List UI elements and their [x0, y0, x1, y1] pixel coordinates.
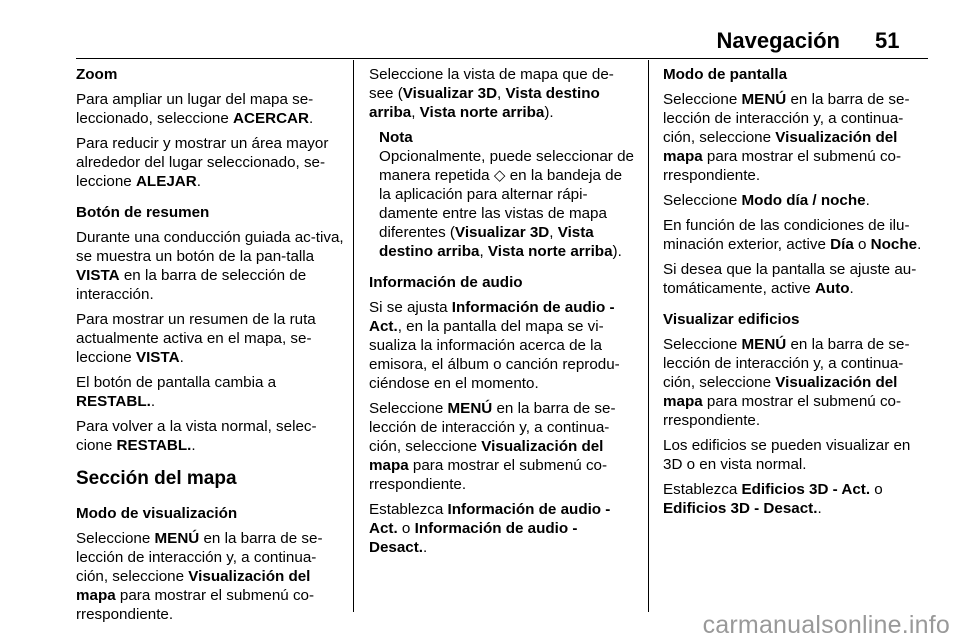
term: VISTA — [135, 349, 180, 366]
term: VISTA — [76, 267, 120, 284]
text: en la barra de se-lección de interacción y, a continua-ción, seleccione — [663, 91, 910, 146]
text: Para volver a la vista normal, selec-cione — [76, 418, 317, 454]
term: MENÚ — [741, 91, 787, 108]
edificios-heading: Visualizar edificios — [663, 311, 800, 328]
edificios-paragraph-2: Los edificios se pueden visualizar en 3D o en vista normal. — [663, 437, 911, 473]
term: Visualización del mapa — [663, 374, 898, 410]
text: ). — [544, 104, 554, 121]
modo-visualizacion-heading: Modo de visualización — [76, 505, 238, 522]
term: Edificios 3D - Act. — [741, 481, 871, 498]
text: . — [817, 500, 822, 517]
pantalla-paragraph-1 — [663, 90, 928, 185]
column-divider-1 — [353, 60, 354, 612]
term: Noche — [870, 236, 918, 253]
column-2 — [369, 65, 634, 563]
note-heading: Nota — [379, 129, 413, 146]
term: Visualización del mapa — [663, 129, 898, 165]
text: , en la pantalla del mapa se vi-sualiza la información acerca de la emisora, el álbum o canción reprodu-ciéndose en el momento. — [369, 318, 620, 392]
text: Seleccione — [663, 336, 742, 353]
pantalla-paragraph-2 — [663, 191, 928, 210]
modo-visualizacion-paragraph — [76, 529, 344, 624]
audio-paragraph-1 — [369, 298, 634, 393]
map-view-toggle-icon: ◇ — [493, 167, 506, 184]
resumen-paragraph-2 — [76, 310, 344, 367]
term: MENÚ — [741, 336, 787, 353]
text: en la barra de se-lección de interacción y, a continua-ción, seleccione — [663, 336, 910, 391]
text: Establezca — [663, 481, 742, 498]
term: Auto — [814, 280, 850, 297]
text: en la barra de se-lección de interacción y, a continua-ción, seleccione — [76, 530, 323, 585]
page-header-title: Navegación — [716, 28, 840, 53]
term: Vista norte arriba — [487, 243, 613, 260]
text: o — [870, 481, 883, 498]
text: Para mostrar un resumen de la ruta actualmente activa en el mapa, se-leccione — [76, 311, 316, 366]
term: RESTABL. — [116, 437, 192, 454]
text: Para reducir y mostrar un área mayor alrededor del lugar seleccionado, se-leccione — [76, 135, 329, 190]
text: en la bandeja de la aplicación para alternar rápi-damente entre las vistas de mapa diferentes ( — [379, 167, 623, 241]
term: Visualización del mapa — [76, 568, 311, 604]
text: . — [150, 393, 156, 410]
term: Información de audio - Act. — [369, 299, 615, 335]
term: Información de audio - Desact. — [369, 520, 578, 556]
audio-heading: Información de audio — [369, 274, 523, 291]
term: Edificios 3D - Desact. — [663, 500, 818, 517]
term: Vista destino arriba — [369, 85, 600, 121]
text: o — [853, 236, 871, 253]
column-divider-2 — [648, 60, 649, 612]
text: . — [865, 192, 870, 209]
pantalla-paragraph-3 — [663, 216, 928, 254]
text: Opcionalmente, puede seleccionar de manera repetida — [379, 148, 634, 184]
section-title: Sección del mapa — [76, 468, 237, 489]
term: Información de audio - Act. — [369, 501, 611, 537]
zoom-paragraph-2 — [76, 134, 344, 191]
text: o — [397, 520, 415, 537]
term: Vista destino arriba — [379, 224, 594, 260]
text: . — [849, 280, 854, 297]
text: para mostrar el submenú co-rrespondiente. — [663, 393, 902, 429]
note-block — [379, 128, 634, 261]
resumen-paragraph-4 — [76, 417, 344, 455]
column-1 — [76, 65, 344, 630]
text: Para ampliar un lugar del mapa se-leccionado, seleccione — [76, 91, 314, 127]
text: El botón de pantalla cambia a — [76, 374, 277, 391]
text: . — [191, 437, 196, 454]
page-number: 51 — [875, 28, 900, 53]
column-3 — [663, 65, 928, 524]
term: Día — [830, 236, 854, 253]
text: Si se ajusta — [369, 299, 452, 316]
text: . — [917, 236, 922, 253]
vista-paragraph — [369, 65, 634, 122]
text: . — [308, 110, 314, 127]
text: en la barra de selección de interacción. — [76, 267, 307, 303]
text: , — [479, 243, 488, 260]
modo-pantalla-heading: Modo de pantalla — [663, 66, 788, 83]
pantalla-paragraph-4 — [663, 260, 928, 298]
text: para mostrar el submenú co-rrespondiente. — [369, 457, 608, 493]
term: Visualizar 3D — [402, 85, 498, 102]
term: Modo día / noche — [741, 192, 866, 209]
term: RESTABL. — [76, 393, 151, 410]
resumen-paragraph-1 — [76, 228, 344, 304]
text: Seleccione — [369, 400, 448, 417]
text: Seleccione la vista de mapa que de-see ( — [369, 66, 614, 102]
text: En función de las condiciones de ilu-minación exterior, active — [663, 217, 910, 253]
text: Establezca — [369, 501, 448, 518]
text: Seleccione — [76, 530, 155, 547]
term: Visualizar 3D — [454, 224, 550, 241]
text: Seleccione — [663, 192, 742, 209]
text: en la barra de se-lección de interacción y, a continua-ción, seleccione — [369, 400, 616, 455]
term: MENÚ — [447, 400, 493, 417]
resumen-heading: Botón de resumen — [76, 204, 210, 221]
resumen-paragraph-3 — [76, 373, 344, 411]
audio-paragraph-3 — [369, 500, 634, 557]
term: Visualización del mapa — [369, 438, 604, 474]
watermark: carmanualsonline.info — [702, 611, 950, 639]
zoom-paragraph-1 — [76, 90, 344, 128]
text: Seleccione — [663, 91, 742, 108]
text: . — [423, 539, 428, 556]
term: ACERCAR — [233, 110, 309, 127]
text: , — [411, 104, 420, 121]
term: ALEJAR — [135, 173, 197, 190]
text: para mostrar el submenú co-rrespondiente. — [76, 587, 315, 623]
edificios-paragraph-3 — [663, 480, 928, 518]
text: para mostrar el submenú co-rrespondiente. — [663, 148, 902, 184]
text: , — [549, 224, 558, 241]
text: . — [196, 173, 201, 190]
audio-paragraph-2 — [369, 399, 634, 494]
header-divider — [76, 58, 928, 59]
term: Vista norte arriba — [419, 104, 545, 121]
text: , — [497, 85, 506, 102]
text: . — [179, 349, 184, 366]
text: Si desea que la pantalla se ajuste au-tomáticamente, active — [663, 261, 917, 297]
term: MENÚ — [154, 530, 200, 547]
text: ). — [612, 243, 622, 260]
zoom-heading: Zoom — [76, 66, 118, 83]
edificios-paragraph-1 — [663, 335, 928, 430]
text: Durante una conducción guiada ac-tiva, se muestra un botón de la pan-talla — [76, 229, 344, 265]
